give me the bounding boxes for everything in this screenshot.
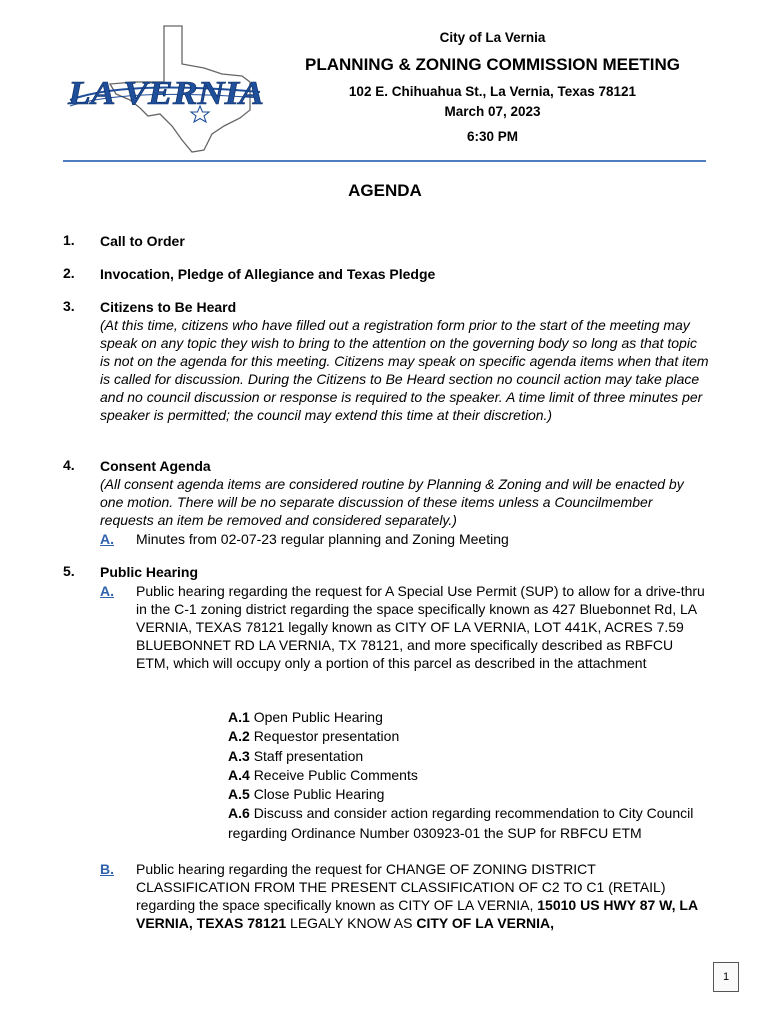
logo-text: LA VERNIA [66, 75, 265, 112]
item-number-4: 4. [63, 457, 75, 473]
agenda-item-2 [100, 265, 710, 283]
item-number-1: 1. [63, 232, 75, 248]
hearing-step: A.5 Close Public Hearing [228, 786, 385, 803]
item-number-2: 2. [63, 265, 75, 281]
consent-subitem-a [100, 530, 710, 548]
item-description: (At this time, citizens who have filled out a registration form prior to the start of the meeting may speak on any topic they wish to bring to the attention on the governing body so long as that topic is not on the agenda for this meeting. Citizens may speak on specific agenda items when that item is called for discussion. During the Citizens to Be Heard section no council action may take place and no council discussion or response is required to the speaker. A time limit of three minutes per speaker is permitted; the council may extend this time at their discretion.) [100, 317, 709, 423]
subitem-letter-link[interactable]: A. [100, 531, 114, 547]
subitem-letter-link[interactable]: A. [100, 583, 114, 599]
item-title: Public Hearing [100, 564, 199, 580]
item-title: Consent Agenda [100, 458, 211, 474]
agenda-item-3 [100, 298, 710, 424]
subitem-text: Minutes from 02-07-23 regular planning and Zoning Meeting [136, 531, 509, 547]
city-logo [64, 22, 274, 157]
page-number: 1 [713, 962, 739, 992]
texas-outline-icon [64, 22, 274, 157]
hearing-step: A.3 Staff presentation [228, 747, 364, 764]
meeting-title: PLANNING & ZONING COMMISSION MEETING [305, 55, 680, 74]
meeting-date: March 07, 2023 [444, 104, 541, 119]
item-number-3: 3. [63, 298, 75, 314]
public-hearing-b [100, 860, 710, 932]
city-name: City of La Vernia [439, 30, 546, 45]
item-title: Invocation, Pledge of Allegiance and Texas Pledge [100, 266, 436, 282]
hearing-steps [228, 708, 708, 843]
subitem-text: Public hearing regarding the request for CHANGE OF ZONING DISTRICT CLASSIFICATION FROM THE PRESENT CLASSIFICATION OF C2 TO C1 (RETAIL) regarding the space specifically known as CITY OF LA VERNIA, 15010 US HWY 87 W, LA VERNIA, TEXAS 78121 LEGALY KNOW AS CITY OF LA VERNIA, [136, 861, 698, 931]
public-hearing-a [100, 582, 710, 672]
hearing-step: A.1 Open Public Hearing [228, 709, 383, 725]
meeting-time: 6:30 PM [466, 129, 519, 144]
agenda-item-1 [100, 232, 710, 250]
subitem-text: Public hearing regarding the request for A Special Use Permit (SUP) to allow for a drive-thru in the C-1 zoning district regarding the space specifically known as 427 Bluebonnet Rd, LA VERNIA, TEXAS 78121 legally known as CITY OF LA VERNIA, LOT 441K, ACRES 7.59 BLUEBONNET RD LA VERNIA, TX 78121, and more specifically described as RBFCU ETM, which will occupy only a portion of this parcel as described in the attachment [136, 583, 705, 671]
item-title: Citizens to Be Heard [100, 299, 237, 315]
hearing-step: A.6 Discuss and consider action regarding recommendation to City Council regarding Ordinance Number 030923-01 the SUP for RBFCU ETM [228, 805, 694, 841]
hearing-step: A.4 Receive Public Comments [228, 766, 418, 783]
agenda-item-5 [100, 563, 710, 581]
header-divider [63, 160, 706, 162]
hearing-step: A.2 Requestor presentation [228, 728, 400, 745]
subitem-letter-link[interactable]: B. [100, 861, 114, 877]
meeting-address: 102 E. Chihuahua St., La Vernia, Texas 78121 [348, 84, 637, 99]
item-description: (All consent agenda items are considered routine by Planning & Zoning and will be enacted by one motion. There will be no separate discussion of these items unless a Councilmember requests an item be removed and considered separately.) [100, 476, 684, 528]
agenda-item-4 [100, 457, 710, 529]
agenda-title: AGENDA [348, 181, 422, 200]
item-number-5: 5. [63, 563, 75, 579]
item-title: Call to Order [100, 233, 185, 249]
